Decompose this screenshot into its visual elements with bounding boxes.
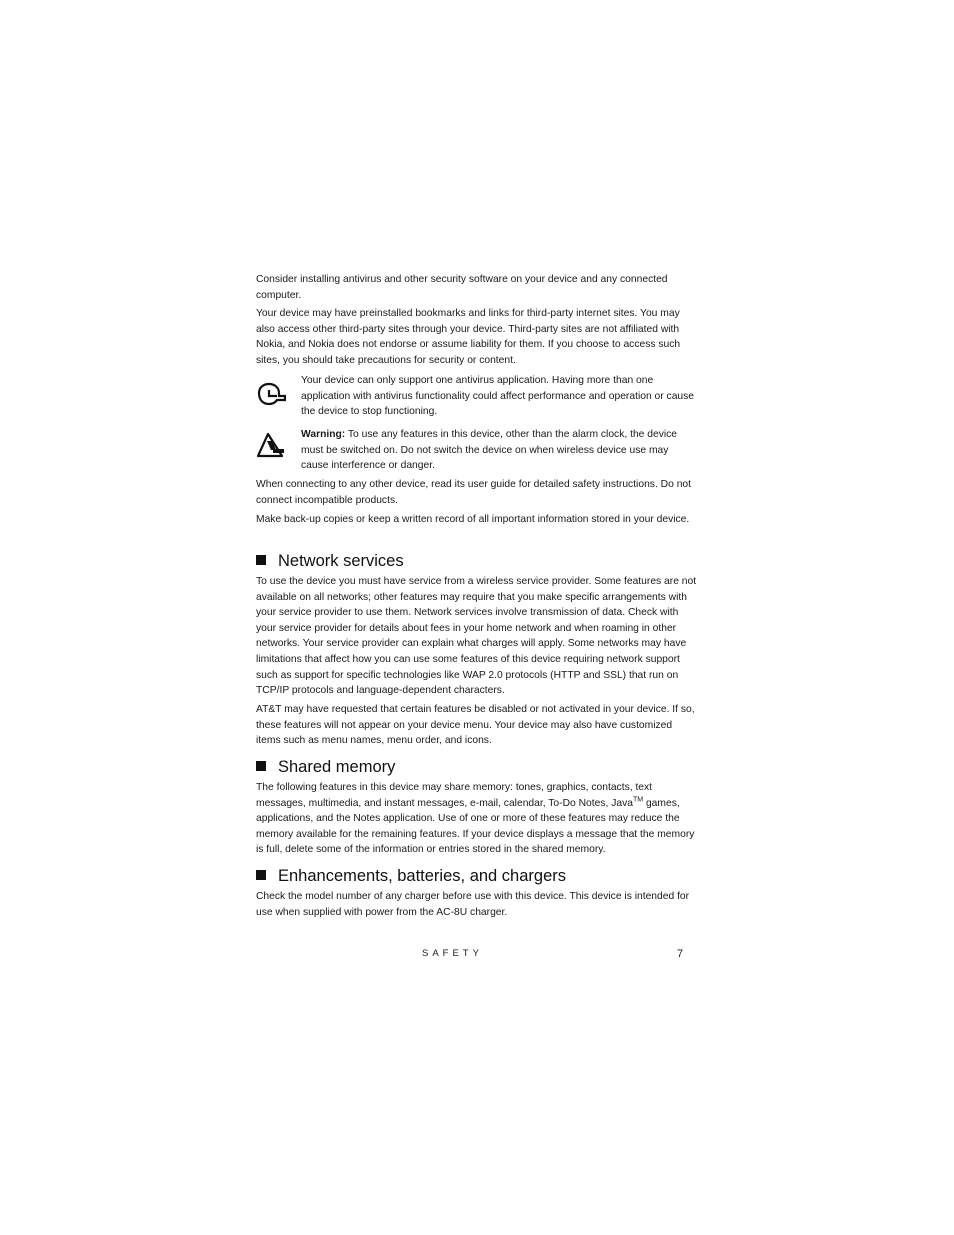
enhancements-heading [256, 866, 698, 886]
trademark-mark: TM [632, 796, 644, 804]
antivirus-note: Your device can only support one antivirus application. Having more than one application with antivirus functionality could affect performance and operation or cause the device to stop functioning. [301, 375, 695, 418]
shared-memory-paragraph [256, 780, 698, 858]
footer-section-label: SAFETY [422, 948, 483, 959]
intro-paragraph-1: Consider installing antivirus and other security software on your device and any connected computer. [256, 274, 668, 301]
shared-text-end: games, applications, and the Notes application. Use of one or more of these features may reduce the memory available for the remaining features. If your device displays a message that the memory is full, delete some of the information or entries stored in the shared memory. [256, 797, 695, 856]
tip-hand-icon [256, 382, 286, 410]
warning-text: To use any features in this device, other than the alarm clock, the device must be switched on. Do not switch the device on when wireless device use may cause interference or danger. [301, 429, 678, 472]
bullet-square-icon [256, 555, 266, 565]
page-content [256, 272, 698, 922]
intro-paragraph-2: Your device may have preinstalled bookmarks and links for third-party internet sites. You may also access other third-party sites through your device. Third-party sites are not affiliated with Nokia, and Nokia does not endorse or assume liability for them. If you choose to access such sites, you should take precautions for security or content. [256, 308, 681, 366]
warning-label: Warning: [301, 429, 346, 440]
bullet-square-icon [256, 761, 266, 771]
intro-paragraph-3: When connecting to any other device, read its user guide for detailed safety instructions. Do not connect incompatible products. [256, 479, 692, 506]
network-services-title: Network services [278, 552, 404, 570]
page-number: 7 [677, 948, 684, 960]
warning-paragraph [301, 427, 698, 474]
network-paragraph-2: AT&T may have requested that certain features be disabled or not activated in your device. If so, these features will not appear on your device menu. Your device may also have customized items such as menu names, menu order, and icons. [256, 704, 695, 747]
shared-text-start: The following features in this device may share memory: tones, graphics, contacts, text messages, multimedia, and instant messages, e-mail, calendar, To-Do Notes, Java [256, 782, 653, 809]
shared-memory-title: Shared memory [278, 758, 396, 776]
network-paragraph-1: To use the device you must have service from a wireless service provider. Some features are not available on all networks; other features may require that you make specific arrangements with your service provider to use them. Network services involve transmission of data. Check with your service provider for details about fees in your home network and when roaming in other networks. Your service provider can explain what charges will apply. Some networks may have limitations that affect how you can use some features of this device requiring network support such as support for specific technologies like WAP 2.0 protocols (HTTP and SSL) that run on TCP/IP protocols and language-dependent characters. [256, 576, 697, 697]
enhancements-title: Enhancements, batteries, and chargers [278, 867, 567, 885]
enhancements-paragraph: Check the model number of any charger before use with this device. This device is intended for use when supplied with power from the AC-8U charger. [256, 891, 690, 918]
shared-memory-heading [256, 757, 698, 777]
warning-triangle-icon [256, 432, 286, 460]
network-services-heading [256, 551, 698, 571]
intro-paragraph-4: Make back-up copies or keep a written record of all important information stored in your device. [256, 514, 690, 525]
bullet-square-icon [256, 870, 266, 880]
